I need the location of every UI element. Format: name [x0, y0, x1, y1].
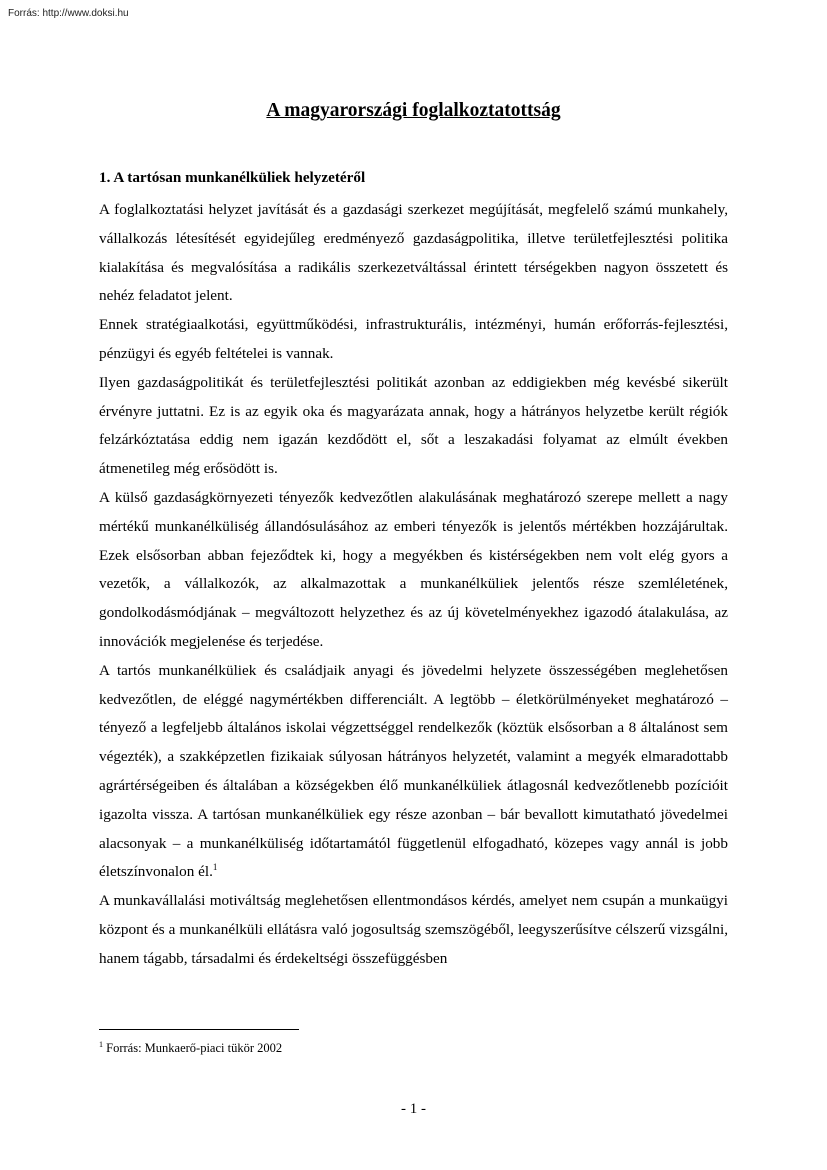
body-text [99, 196, 728, 974]
page-number: - 1 - [401, 1101, 426, 1117]
paragraph-5 [99, 657, 728, 887]
footnote-reference[interactable]: 1 [212, 862, 218, 873]
footnote-divider [99, 1029, 299, 1030]
page-title: A magyarországi foglalkoztatottság [266, 100, 561, 121]
source-label: Forrás: http://www.doksi.hu [8, 8, 129, 19]
paragraph-1: A foglalkoztatási helyzet javítását és a gazdasági szerkezet megújítását, megfelelő számú munkahely, vállalkozás létesítését egyidejűleg eredményező gazdaságpolitika, illetve területfejlesztési politika kialakítása és megvalósítása a radikális szerkezetváltással érintett térségekben nagyon összetett és nehéz feladatot jelent. [99, 201, 728, 305]
paragraph-4: A külső gazdaságkörnyezeti tényezők kedvezőtlen alakulásának meghatározó szerepe mellett a nagy mértékű munkanélküliség állandósulásához az emberi tényezők is jelentős mértékben hozzájárultak. Ezek elsősorban abban fejeződtek ki, hogy a megyékben és kistérségekben nem volt elég gyors a vezetők, a vállalkozók, az alkalmazottak a munkanélküliek jelentős része szemléletének, gondolkodásmódjának – megváltozott helyzethez és az új követelményekhez igazodó átalakulása, az innovációk megjelenése és terjedése. [99, 488, 728, 650]
footnote-marker: 1 [99, 1040, 103, 1049]
paragraph-2: Ennek stratégiaalkotási, együttműködési, infrastrukturális, intézményi, humán erőforrás-fejlesztési, pénzügyi és egyéb feltételei is vannak. [99, 316, 728, 362]
paragraph-6: A munkavállalási motiváltság meglehetősen ellentmondásos kérdés, amelyet nem csupán a munkaügyi központ és a munkanélküli ellátásra való jogosultság szemszögéből, leegyszerűsítve célszerű vizsgálni, hanem tágabb, társadalmi és érdekeltségi összefüggésben [99, 892, 728, 967]
paragraph-5-text: A tartós munkanélküliek és családjaik anyagi és jövedelmi helyzete összességében meglehetősen kedvezőtlen, de eléggé nagymértékben differenciált. A legtöbb – életkörülményeket meghatározó – tényező a legfeljebb általános iskolai végzettséggel rendelkezők (köztük elsősorban a 8 általánost sem végezték), a szakképzetlen fizikaiak súlyosan hátrányos helyzetét, valamint a megyék elmaradottabb agrártérségeiben és általában a községekben élő munkanélküliek átlagosnál kedvezőtlenebb pozícióit igazolta vissza. A tartósan munkanélküliek egy része azonban – bár bevallott kimutatható jövedelmei alacsonyak – a munkanélküliség időtartamától függetlenül elfogadható, közepes vagy annál is jobb életszínvonalon él. [99, 661, 728, 881]
footnote [99, 1041, 282, 1056]
paragraph-3: Ilyen gazdaságpolitikát és területfejlesztési politikát azonban az eddigiekben még kevésbé sikerült érvényre juttatni. Ez is az egyik oka és magyarázata annak, hogy a hátrányos helyzetbe került régiók felzárkóztatása eddig nem igazán kezdődött el, sőt a leszakadási folyamat az elmúlt években átmenetileg még erősödött is. [99, 373, 728, 478]
footnote-text: Forrás: Munkaerő-piaci tükör 2002 [106, 1041, 283, 1055]
section-heading: 1. A tartósan munkanélküliek helyzetéről [99, 169, 366, 186]
